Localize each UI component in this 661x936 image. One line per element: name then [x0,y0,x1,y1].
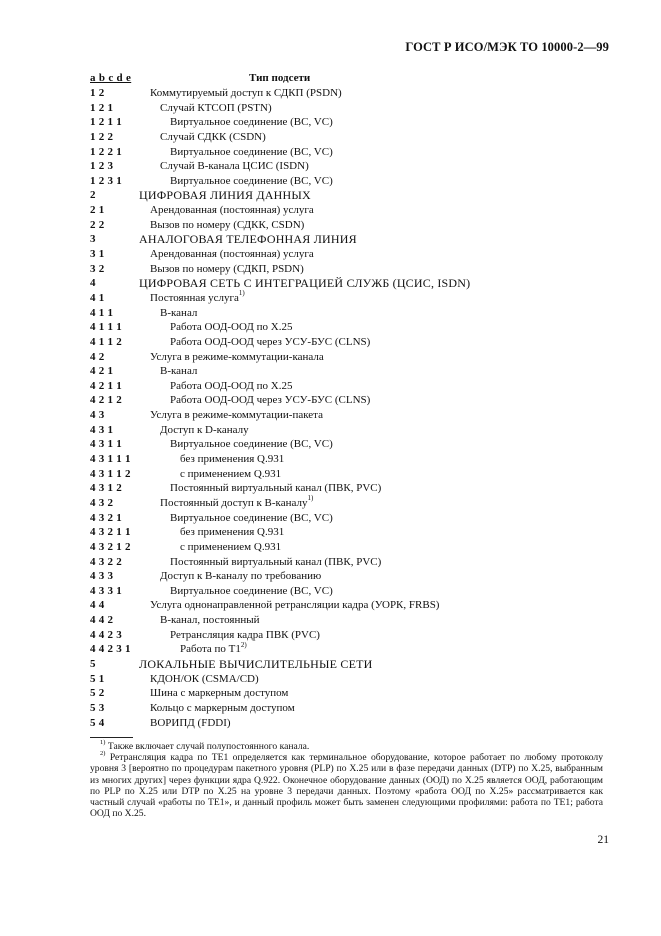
row-text: Ретрансляция кадра ПВК (PVC) [170,628,320,641]
row-code: 4 4 2 3 [90,628,122,641]
table-row [90,525,610,540]
row-code: 4 3 2 1 2 [90,540,131,553]
table-row [90,511,610,526]
row-text: Работа ООД-ООД по Х.25 [170,379,293,392]
table-row [90,350,610,365]
row-code: 5 3 [90,701,105,714]
row-code: 4 4 2 [90,614,113,627]
footnote-2: $^{2)}$ Ретрансляция кадра по ТЕ1 определяется как терминальное оборудование, которое работает по любому протоколу уровня 3 [вероятно по процедурам пакетного уровня (PLP) по Х.25 или в фазе передачи данных (DTP) по Х.25, выбранным из многих других] через функции ядра Q.922. Оконечное оборудование данных (ООД) по Х.25 является ООД, работающим по PLP по Х.25 или DTP по Х.25 на уровне 3 передачи данных. Поэтому «работа ООД по Х.25» рассматривается как частный случай «работы по ТЕ1», и данный профиль может быть заменен следующими профилями: работа по ТЕ1; работа ООД по Х.25. [90,750,604,820]
subnetwork-type-table [90,71,610,730]
row-code: 4 3 1 2 [90,482,122,495]
table-row [90,364,610,379]
table-row [90,584,610,599]
row-code: 4 2 [90,350,105,363]
row-code: 4 2 1 1 [90,379,122,392]
row-code: 4 4 [90,599,105,612]
table-row [90,320,610,335]
row-text: без применения Q.931 [180,526,285,539]
table-row [90,555,610,570]
table-row [90,247,610,262]
table-row [90,437,610,452]
table-row [90,379,610,394]
row-text: Доступ к D-каналу [160,423,249,436]
table-row [90,540,610,555]
row-code: 4 3 2 1 1 [90,526,131,539]
row-text: Случай СДКК (CSDN) [160,130,266,143]
row-text: Работа по Т1$^{2)}$ [180,640,247,656]
footnote-ref: 2) [240,640,247,649]
table-row [90,672,610,687]
row-text: Работа ООД-ООД через УСУ-БУС (CLNS) [170,394,371,407]
footnote-divider [90,737,133,738]
row-code: 3 1 [90,248,105,261]
table-row [90,481,610,496]
table-row [90,115,610,130]
footnote-1: $^{1)}$ Также включает случай полупостоянного канала. [100,738,310,752]
row-code: 4 1 1 2 [90,335,122,348]
table-row [90,452,610,467]
table-row [90,145,610,160]
row-code: 4 1 [90,291,105,304]
row-code: 4 3 2 [90,496,113,509]
row-text: с применением Q.931 [180,467,282,480]
table-row [90,291,610,306]
row-text: Виртуальное соединение (BC, VC) [170,116,333,129]
table-row [90,408,610,423]
table-row [90,393,610,408]
row-text: Услуга в режиме-коммутации-канала [150,350,324,363]
row-code: 2 [90,189,96,202]
table-row [90,423,610,438]
table-header [90,71,610,86]
row-code: 4 2 1 [90,365,113,378]
row-code: 5 4 [90,716,105,729]
column-header-title: Тип подсети [249,72,311,84]
row-code: 4 3 1 1 2 [90,467,131,480]
row-code: 4 3 2 2 [90,555,122,568]
row-text: с применением Q.931 [180,540,282,553]
row-code: 4 1 1 [90,306,113,319]
row-text: В-канал [160,365,198,378]
row-text: Арендованная (постоянная) услуга [150,248,314,261]
row-code: 4 4 2 3 1 [90,643,131,656]
row-text: ВОРИПД (FDDI) [150,716,231,729]
row-text: Виртуальное соединение (BC, VC) [170,174,333,187]
row-text: Вызов по номеру (СДКК, CSDN) [150,218,305,231]
row-text: Работа ООД-ООД через УСУ-БУС (CLNS) [170,335,371,348]
row-code: 4 [90,277,96,290]
page-number: 21 [597,834,609,846]
row-code: 4 3 2 1 [90,511,122,524]
row-code: 2 2 [90,218,105,231]
table-row [90,335,610,350]
row-text: АНАЛОГОВАЯ ТЕЛЕФОННАЯ ЛИНИЯ [139,232,357,247]
row-code: 4 3 1 [90,423,113,436]
row-code: 4 2 1 2 [90,394,122,407]
row-text: Арендованная (постоянная) услуга [150,204,314,217]
row-text: Вызов по номеру (СДКП, PSDN) [150,262,304,275]
row-text: Постоянный виртуальный канал (ПВК, PVC) [170,482,382,495]
table-row [90,159,610,174]
footnotes [90,738,604,820]
table-row [90,613,610,628]
row-text: ЦИФРОВАЯ СЕТЬ С ИНТЕГРАЦИЕЙ СЛУЖБ (ЦСИС, ISDN) [139,276,471,291]
row-text: ЛОКАЛЬНЫЕ ВЫЧИСЛИТЕЛЬНЫЕ СЕТИ [139,656,373,671]
row-code: 3 [90,233,96,246]
table-row [90,130,610,145]
row-text: Постоянный виртуальный канал (ПВК, PVC) [170,555,382,568]
table-row [90,276,610,291]
row-code: 1 2 [90,87,105,99]
row-text: Коммутируемый доступ к СДКП (PSDN) [150,87,342,99]
table-row [90,101,610,116]
row-code: 4 3 1 1 [90,438,122,451]
table-row [90,642,610,657]
row-text: ЦИФРОВАЯ ЛИНИЯ ДАННЫХ [139,188,311,203]
row-code: 1 2 1 1 [90,116,122,129]
row-code: 5 2 [90,687,105,700]
table-row [90,218,610,233]
row-code: 1 2 3 1 [90,174,122,187]
row-text: Постоянный доступ к В-каналу$^{1)}$ [160,494,314,509]
table-row [90,86,610,101]
row-code: 4 3 [90,409,105,422]
row-text: В-канал, постоянный [160,614,260,627]
row-code: 1 2 2 1 [90,145,122,158]
row-code: 3 2 [90,262,105,275]
row-text: Работа ООД-ООД по Х.25 [170,321,293,334]
page-header: ГОСТ Р ИСО/МЭК ТО 10000-2—99 [405,40,609,54]
row-text: Доступ к В-каналу по требованию [160,570,322,583]
table-row [90,203,610,218]
row-code: 1 2 1 [90,101,113,114]
row-text: Виртуальное соединение (BC, VC) [170,584,333,597]
row-text: без применения Q.931 [180,453,285,466]
row-code: 4 3 3 1 [90,584,122,597]
row-text: Виртуальное соединение (BC, VC) [170,145,333,158]
table-row [90,657,610,672]
row-text: Услуга однонаправленной ретрансляции кадра (УОРК, FRBS) [150,599,440,612]
footnote-ref: 1) [307,494,314,503]
row-code: 1 2 3 [90,160,113,173]
table-row [90,232,610,247]
row-text: Виртуальное соединение (BC, VC) [170,438,333,451]
row-text: Шина с маркерным доступом [150,687,289,700]
table-row [90,188,610,203]
row-code: 5 1 [90,672,105,685]
row-text: Случай КТСОП (PSTN) [160,101,272,114]
table-body [90,86,610,730]
row-text: В-канал [160,306,198,319]
row-text: Постоянная услуга$^{1)}$ [150,289,245,304]
table-row [90,598,610,613]
row-text: Услуга в режиме-коммутации-пакета [150,409,323,422]
table-row [90,262,610,277]
row-code: 4 3 1 1 1 [90,453,131,466]
row-code: 2 1 [90,204,105,217]
footnote-ref: 1) [238,289,245,298]
row-text: Кольцо с маркерным доступом [150,701,295,714]
row-code: 4 1 1 1 [90,321,122,334]
table-row [90,306,610,321]
column-header-code: a b c d e [90,72,132,84]
table-row [90,628,610,643]
row-text: КДОН/ОК (CSMA/CD) [150,672,259,685]
table-row [90,701,610,716]
table-row [90,686,610,701]
table-row [90,496,610,511]
row-text: Виртуальное соединение (BC, VC) [170,511,333,524]
row-text: Случай В-канала ЦСИС (ISDN) [160,160,309,173]
table-row [90,467,610,482]
table-row [90,569,610,584]
table-row [90,174,610,189]
row-code: 5 [90,657,96,670]
row-code: 1 2 2 [90,130,113,143]
row-code: 4 3 3 [90,570,113,583]
table-row [90,716,610,731]
